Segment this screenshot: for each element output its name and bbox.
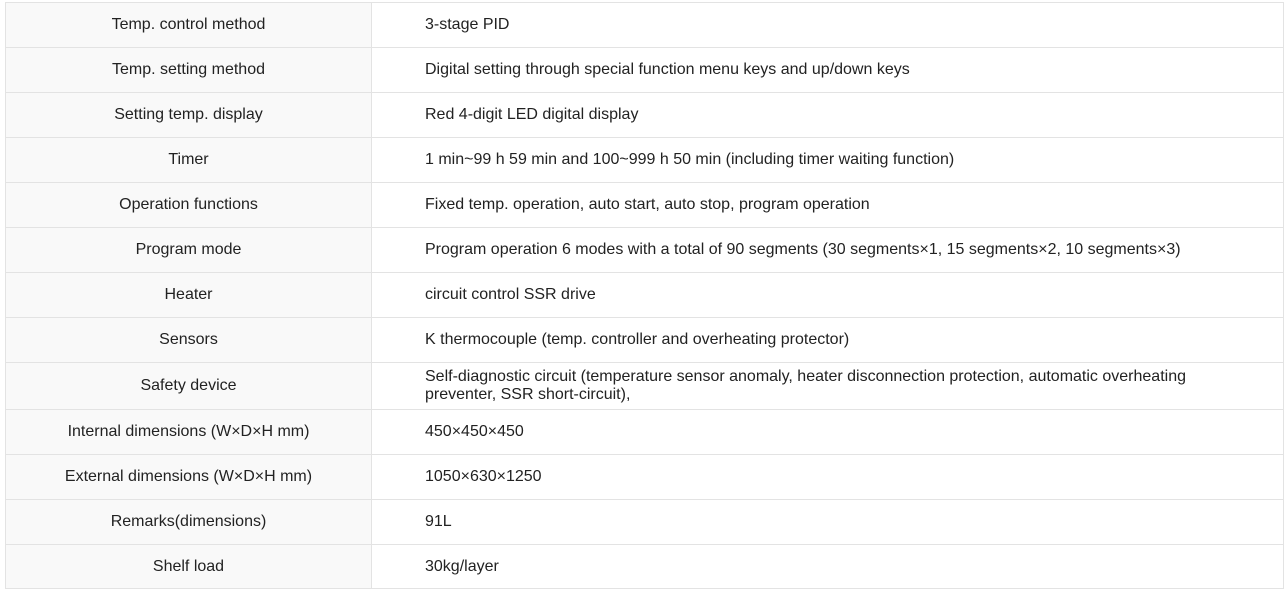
spec-label: External dimensions (W×D×H mm) xyxy=(64,468,313,485)
spec-label: Timer xyxy=(168,151,209,168)
spec-value-cell xyxy=(372,93,1284,138)
spec-value-cell xyxy=(372,363,1284,410)
spec-label-cell xyxy=(6,455,372,500)
spec-label: Internal dimensions (W×D×H mm) xyxy=(67,423,310,440)
spec-value-cell xyxy=(372,455,1284,500)
spec-value-cell xyxy=(372,138,1284,183)
table-row xyxy=(6,545,1284,589)
spec-value-cell xyxy=(372,318,1284,363)
table-row xyxy=(6,318,1284,363)
table-row xyxy=(6,138,1284,183)
spec-value: 450×450×450 xyxy=(425,423,524,440)
spec-label-cell xyxy=(6,48,372,93)
spec-label: Heater xyxy=(164,286,213,303)
spec-value: 1050×630×1250 xyxy=(425,468,542,485)
spec-value: circuit control SSR drive xyxy=(425,286,596,303)
spec-value: 30kg/layer xyxy=(425,557,499,575)
spec-value: Fixed temp. operation, auto start, auto stop, program operation xyxy=(425,196,870,213)
table-row xyxy=(6,228,1284,273)
spec-label: Temp. setting method xyxy=(112,61,265,78)
spec-label: Program mode xyxy=(135,241,242,258)
spec-label-cell xyxy=(6,273,372,318)
spec-value: 1 min~99 h 59 min and 100~999 h 50 min (including timer waiting function) xyxy=(425,151,955,168)
spec-label-cell xyxy=(6,93,372,138)
table-row xyxy=(6,48,1284,93)
spec-value-cell xyxy=(372,545,1284,589)
spec-value: Red 4-digit LED digital display xyxy=(425,106,639,123)
spec-value-cell xyxy=(372,500,1284,545)
spec-label-cell xyxy=(6,228,372,273)
spec-label-cell xyxy=(6,3,372,48)
table-row xyxy=(6,3,1284,48)
spec-value-cell xyxy=(372,183,1284,228)
spec-value-cell xyxy=(372,48,1284,93)
table-row xyxy=(6,273,1284,318)
spec-value: K thermocouple (temp. controller and overheating protector) xyxy=(425,331,850,348)
spec-table xyxy=(5,2,1284,589)
spec-label-cell xyxy=(6,318,372,363)
spec-value: 91L xyxy=(425,513,452,530)
table-row xyxy=(6,183,1284,228)
table-row xyxy=(6,455,1284,500)
spec-value: Program operation 6 modes with a total of 90 segments (30 segments×1, 15 segments×2, 10 segments×3) xyxy=(425,241,1181,258)
table-row xyxy=(6,500,1284,545)
spec-value: Self-diagnostic circuit (temperature sensor anomaly, heater disconnection protection, automatic overheating preventer, SSR short-circuit), xyxy=(425,368,1186,403)
spec-value: 3-stage PID xyxy=(425,16,510,33)
spec-label: Remarks(dimensions) xyxy=(110,513,267,530)
spec-label: Shelf load xyxy=(152,557,225,575)
spec-label-cell xyxy=(6,138,372,183)
spec-value: Digital setting through special function menu keys and up/down keys xyxy=(425,61,910,78)
spec-label: Safety device xyxy=(140,377,237,394)
spec-value-cell xyxy=(372,228,1284,273)
spec-label-cell xyxy=(6,183,372,228)
table-row xyxy=(6,410,1284,455)
spec-label-cell xyxy=(6,500,372,545)
spec-label-cell xyxy=(6,545,372,589)
spec-label: Temp. control method xyxy=(111,16,266,33)
spec-label-cell xyxy=(6,410,372,455)
spec-label: Setting temp. display xyxy=(114,106,263,123)
spec-value-cell xyxy=(372,273,1284,318)
spec-value-cell xyxy=(372,3,1284,48)
table-row xyxy=(6,363,1284,410)
spec-value-cell xyxy=(372,410,1284,455)
spec-label: Operation functions xyxy=(119,196,258,213)
table-row xyxy=(6,93,1284,138)
spec-label-cell xyxy=(6,363,372,410)
spec-label: Sensors xyxy=(159,331,218,348)
